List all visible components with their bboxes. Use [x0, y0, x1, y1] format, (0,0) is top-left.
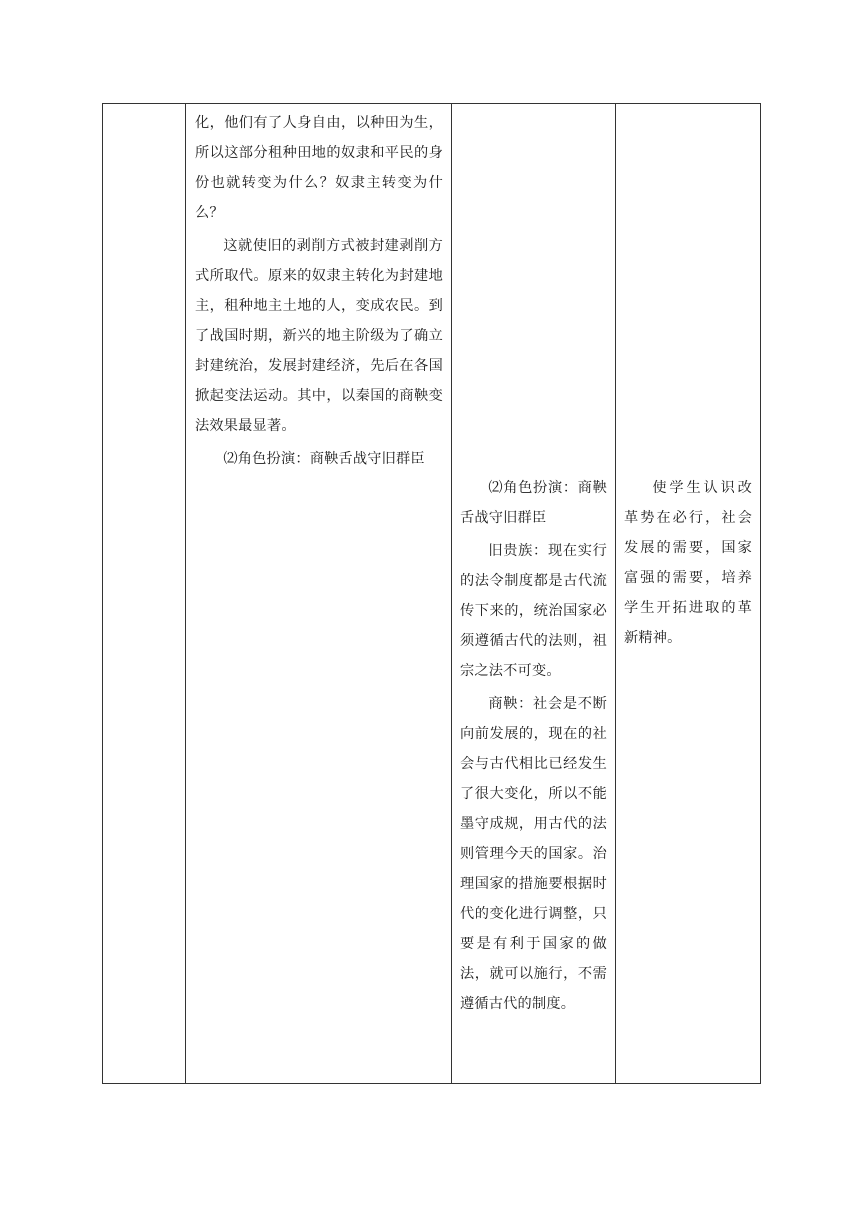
table-cell-stage	[103, 104, 186, 1084]
table-row	[103, 104, 761, 1084]
paragraph: 化，他们有了人身自由，以种田为生，所以这部分租种田地的奴隶和平民的身份也就转变为什么？奴隶主转变为什么？	[195, 115, 443, 221]
paragraph: 旧贵族：现在实行的法令制度都是古代流传下来的，统治国家必须遵循古代的法则，祖宗之法不可变。	[460, 543, 607, 679]
paragraph: 商鞅：社会是不断向前发展的，现在的社会与古代相比已经发生了很大变化，所以不能墨守成规，用古代的法则管理今天的国家。治理国家的措施要根据时代的变化进行调整，只要是有利于国家的做法，就可以施行，不需遵循古代的制度。	[460, 696, 607, 1012]
lesson-plan-table	[102, 103, 761, 1084]
paragraph: 使学生认识改革势在必行，社会发展的需要，国家富强的需要，培养学生开拓进取的革新精神。	[624, 480, 752, 646]
paragraph: ⑵角色扮演：商鞅舌战守旧群臣	[460, 480, 607, 526]
paragraph: 这就使旧的剥削方式被封建剥削方式所取代。原来的奴隶主转化为封建地主，租种地主土地的人，变成农民。到了战国时期，新兴的地主阶级为了确立封建统治，发展封建经济，先后在各国掀起变法运动。其中，以秦国的商鞅变法效果最显著。	[195, 238, 443, 434]
table-cell-design-intent	[616, 104, 761, 1084]
table-cell-student-activity	[452, 104, 616, 1084]
table-cell-teacher-activity	[186, 104, 452, 1084]
paragraph: ⑵角色扮演：商鞅舌战守旧群臣	[223, 451, 425, 467]
